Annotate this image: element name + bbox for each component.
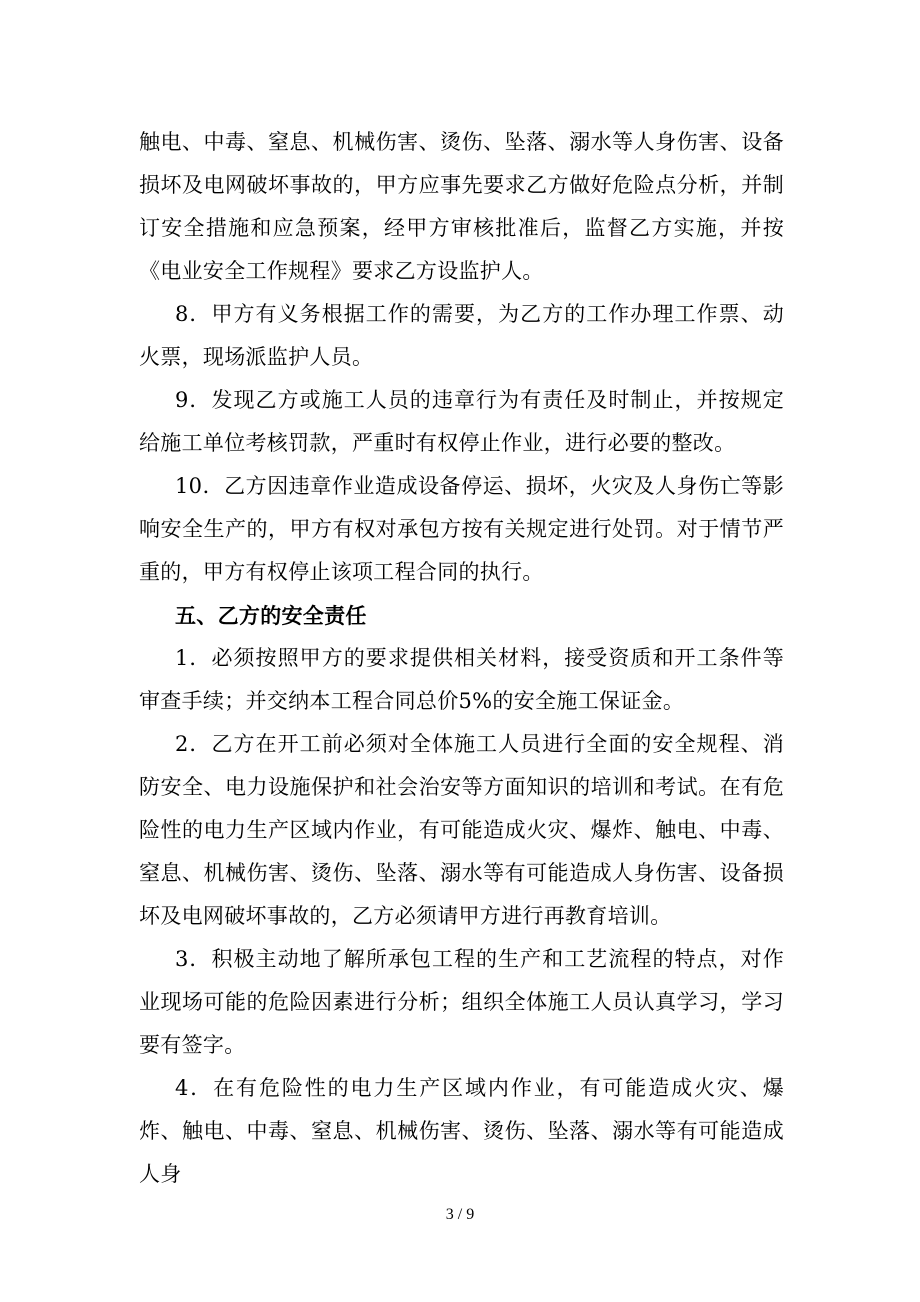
- page-number: 3 / 9: [445, 1206, 475, 1223]
- paragraph-item-9: 9．发现乙方或施工人员的违章行为有责任及时制止，并按规定给施工单位考核罚款，严重时有权停止作业，进行必要的整改。: [139, 388, 784, 455]
- paragraph-continuation: 触电、中毒、窒息、机械伤害、烫伤、坠落、溺水等人身伤害、设备损坏及电网破坏事故的，甲方应事先要求乙方做好危险点分析，并制订安全措施和应急预案，经甲方审核批准后，监督乙方实施，并按《电业安全工作规程》要求乙方设监护人。: [139, 130, 784, 283]
- paragraph-item-1: 1．必须按照甲方的要求提供相关材料，接受资质和开工条件等审查手续；并交纳本工程合同总价5%的安全施工保证金。: [139, 646, 784, 713]
- document-body: [139, 121, 784, 1196]
- paragraph-item-2: 2．乙方在开工前必须对全体施工人员进行全面的安全规程、消防安全、电力设施保护和社会治安等方面知识的培训和考试。在有危险性的电力生产区域内作业，有可能造成火灾、爆炸、触电、中毒、窒息、机械伤害、烫伤、坠落、溺水等有可能造成人身伤害、设备损坏及电网破坏事故的，乙方必须请甲方进行再教育培训。: [139, 732, 784, 928]
- paragraph-item-4: 4．在有危险性的电力生产区域内作业，有可能造成火灾、爆炸、触电、中毒、窒息、机械伤害、烫伤、坠落、溺水等有可能造成人身: [139, 1076, 784, 1186]
- paragraph-item-10: 10．乙方因违章作业造成设备停运、损坏，火灾及人身伤亡等影响安全生产的，甲方有权对承包方按有关规定进行处罚。对于情节严重的，甲方有权停止该项工程合同的执行。: [139, 474, 784, 584]
- section-heading: 五、乙方的安全责任: [175, 603, 367, 628]
- paragraph-item-3: 3．积极主动地了解所承包工程的生产和工艺流程的特点，对作业现场可能的危险因素进行分析；组织全体施工人员认真学习，学习要有签字。: [139, 947, 784, 1057]
- paragraph-item-8: 8．甲方有义务根据工作的需要，为乙方的工作办理工作票、动火票，现场派监护人员。: [139, 302, 784, 369]
